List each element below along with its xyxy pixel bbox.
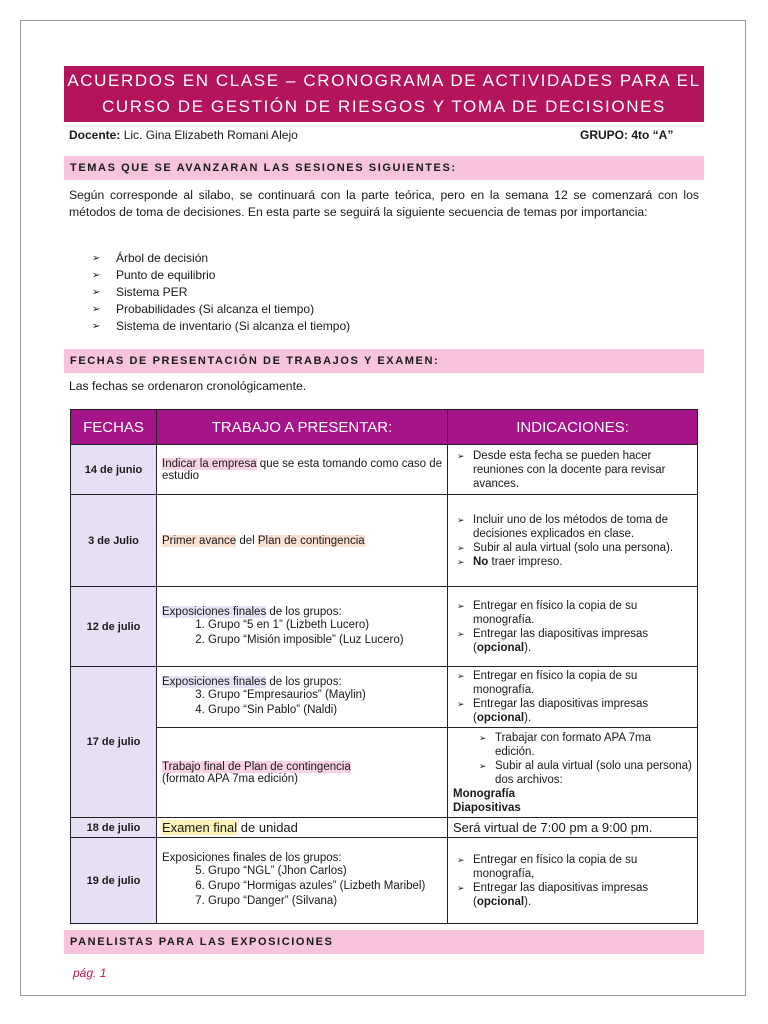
table-row (71, 838, 698, 924)
work-cell (157, 495, 448, 587)
highlight: Trabajo final de Plan de contingencia (162, 760, 351, 773)
header-trabajo: TRABAJO A PRESENTAR: (157, 410, 448, 445)
instructions-cell (448, 667, 698, 728)
instruction-bold: No (473, 555, 489, 568)
date-cell: 18 de julio (71, 818, 157, 838)
work-text: de unidad (237, 820, 298, 835)
instructions-cell (448, 587, 698, 667)
table-row (71, 587, 698, 667)
table-header-row (71, 410, 698, 445)
instruction-text: Entregar las diapositivas impresas ( (473, 881, 649, 908)
date-cell: 19 de julio (71, 838, 157, 924)
section-heading-panelists: PANELISTAS PARA LAS EXPOSICIONES (64, 930, 704, 954)
highlight: Exposiciones finales (162, 676, 267, 688)
work-text: del (236, 534, 258, 547)
table-row (71, 495, 698, 587)
work-text: de los grupos: (266, 676, 342, 688)
group-item: 4. Grupo “Sin Pablo” (Naldi) (208, 703, 442, 718)
section-heading-topics: TEMAS QUE SE AVANZARAN LAS SESIONES SIGUIENTES: (64, 156, 704, 180)
instructions-cell (448, 838, 698, 924)
highlight: Examen final (162, 820, 238, 835)
table-row (71, 818, 698, 838)
instruction-item: ➢ Subir al aula virtual (solo una persona). (453, 541, 692, 555)
instructions-cell (448, 445, 698, 495)
file-name: Diapositivas (453, 801, 521, 814)
instruction-text: Entregar las diapositivas impresas ( (473, 627, 649, 654)
group-item: 6. Grupo “Hormigas azules” (Lizbeth Maribel) (208, 879, 442, 894)
instruction-text: traer impreso. (488, 555, 563, 568)
work-text: (formato APA 7ma edición) (162, 772, 298, 785)
instruction-item (453, 697, 692, 725)
work-cell (157, 818, 448, 838)
topic-item: ➢ Sistema PER (92, 284, 350, 301)
table-row (71, 445, 698, 495)
teacher-label: Docente: (69, 128, 121, 142)
instruction-item: ➢ Entregar en físico la copia de su monografía. (453, 599, 692, 627)
group-item: 7. Grupo “Danger” (Silvana) (208, 894, 442, 909)
date-cell: 12 de julio (71, 587, 157, 667)
header-fechas: FECHAS (71, 410, 157, 445)
instruction-bold: opcional (476, 712, 525, 724)
group-item: 5. Grupo “NGL” (Jhon Carlos) (208, 864, 442, 879)
topic-item: ➢ Punto de equilibrio (92, 267, 350, 284)
highlight: Exposiciones finales (162, 605, 267, 618)
teacher-line (69, 128, 298, 142)
work-text: de los grupos: (266, 605, 342, 618)
table-row (71, 728, 698, 818)
instructions-cell (448, 495, 698, 587)
topic-item: ➢ Árbol de decisión (92, 250, 350, 267)
work-cell (157, 667, 448, 728)
instruction-item (453, 555, 692, 569)
work-cell (157, 445, 448, 495)
file-name: Monografía (453, 787, 515, 800)
instruction-item: ➢ Desde esta fecha se pueden hacer reuniones con la docente para revisar avances. (453, 449, 692, 491)
highlight: Plan de contingencia (257, 534, 365, 547)
group-list (162, 688, 442, 718)
instructions-cell: Será virtual de 7:00 pm a 9:00 pm. (448, 818, 698, 838)
group-list (162, 618, 442, 648)
table-row (71, 667, 698, 728)
topic-item: ➢ Sistema de inventario (Si alcanza el tiempo) (92, 318, 350, 335)
instruction-text: ). (524, 895, 532, 908)
highlight: Indicar la empresa (162, 457, 257, 470)
section-heading-dates: FECHAS DE PRESENTACIÓN DE TRABAJOS Y EXAMEN: (64, 349, 704, 373)
work-cell (157, 728, 448, 818)
topics-list (92, 250, 350, 335)
highlight: Primer avance (162, 534, 237, 547)
group-list (162, 864, 442, 909)
instruction-bold: opcional (476, 895, 525, 908)
work-cell (157, 587, 448, 667)
header-indicaciones: INDICACIONES: (448, 410, 698, 445)
instructions-cell (448, 728, 698, 818)
work-text: Exposiciones finales de los grupos: (162, 852, 342, 864)
topics-paragraph: Según corresponde al silabo, se continuará con la parte teórica, pero en la semana 12 se comenzará con los métodos de toma de decisiones. En esta parte se seguirá la siguiente secuencia de temas por importancia: (69, 188, 699, 219)
work-cell (157, 838, 448, 924)
work-text: que se esta tomando como caso de estudio (162, 457, 443, 482)
instruction-item (453, 881, 692, 909)
topic-item: ➢ Probabilidades (Si alcanza el tiempo) (92, 301, 350, 318)
group-label: GRUPO: 4to “A” (580, 128, 674, 142)
title-line-2: CURSO DE GESTIÓN DE RIESGOS Y TOMA DE DECISIONES (102, 97, 666, 116)
group-item: 3. Grupo “Empresaurios” (Maylin) (208, 688, 442, 703)
date-cell: 3 de Julio (71, 495, 157, 587)
group-item: 2. Grupo “Misión imposible” (Luz Lucero) (208, 633, 442, 648)
instruction-text: ). (524, 641, 532, 654)
title-line-1: ACUERDOS EN CLASE – CRONOGRAMA DE ACTIVIDADES PARA EL (67, 71, 701, 90)
date-cell: 14 de junio (71, 445, 157, 495)
schedule-table (70, 409, 698, 924)
teacher-name: Lic. Gina Elizabeth Romani Alejo (123, 128, 298, 142)
instruction-bold: opcional (476, 641, 525, 654)
instruction-item: ➢ Trabajar con formato APA 7ma edición. (475, 731, 692, 759)
instruction-item: ➢ Entregar en físico la copia de su monografía. (453, 669, 692, 697)
instruction-item (453, 627, 692, 655)
instruction-text: ). (524, 712, 532, 724)
dates-note: Las fechas se ordenaron cronológicamente. (69, 379, 307, 393)
group-item: 1. Grupo “5 en 1” (Lizbeth Lucero) (208, 618, 442, 633)
page-number: pág. 1 (73, 966, 107, 980)
instruction-item: ➢ Subir al aula virtual (solo una persona) dos archivos: (475, 759, 692, 787)
instruction-item: ➢ Incluir uno de los métodos de toma de decisiones explicados en clase. (453, 513, 692, 541)
date-cell: 17 de julio (71, 667, 157, 818)
instruction-text: Entregar las diapositivas impresas ( (473, 698, 649, 724)
document-title (64, 66, 704, 122)
instruction-item: ➢ Entregar en físico la copia de su monografía, (453, 853, 692, 881)
